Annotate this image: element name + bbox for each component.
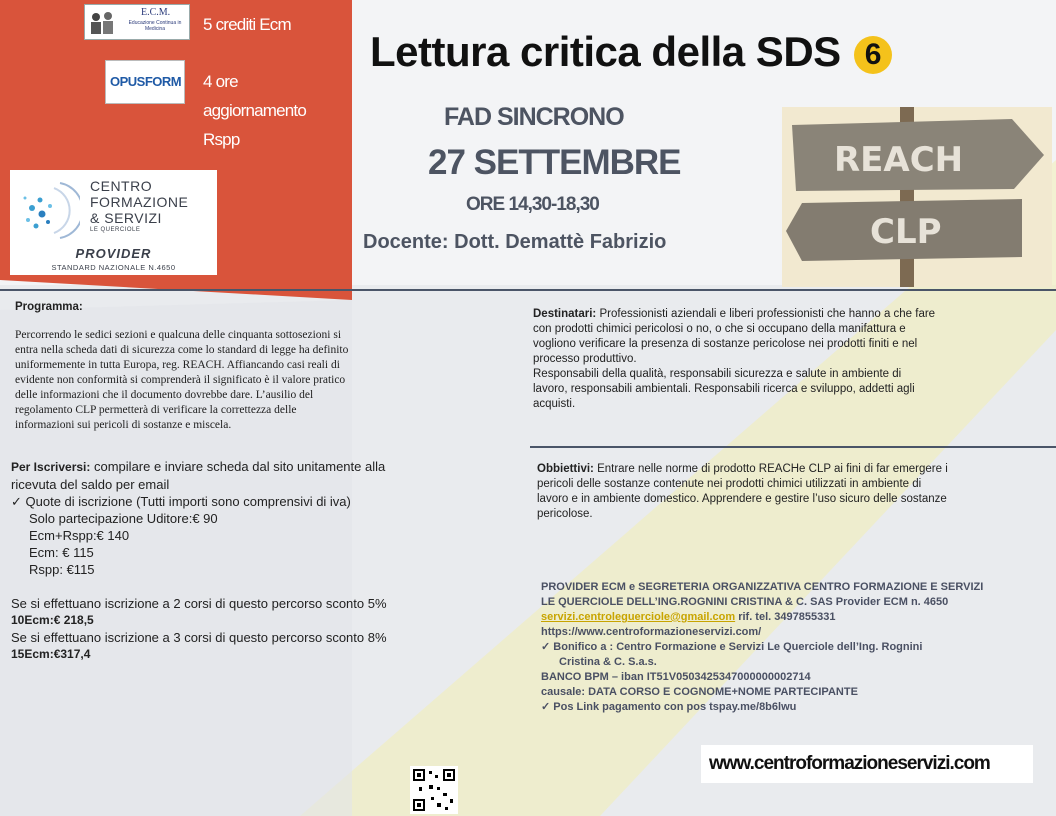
divider-top <box>0 289 1056 291</box>
provider-label: PROVIDER <box>75 246 152 261</box>
provider-standard: STANDARD NAZIONALE N.4650 <box>51 263 176 272</box>
obiettivi-block <box>537 462 1053 522</box>
centro-line1: CENTRO <box>90 178 153 194</box>
destinatari-line: lavoro, responsabili ambientali. Responsabili ricerca e sviluppo, addetti agli <box>533 383 915 395</box>
centro-line2: FORMAZIONE <box>90 194 189 210</box>
destinatari-heading: Destinatari: <box>533 308 597 320</box>
price-item: Solo partecipazione Uditore:€ 90 <box>29 511 218 526</box>
check-icon: ✓ <box>541 701 554 713</box>
hours-line3: Rspp <box>203 130 240 149</box>
website-text: www.centroformazioneservizi.com <box>709 753 990 774</box>
programma-heading: Programma: <box>15 301 83 313</box>
centro-sub: LE QUERCIOLE <box>90 227 141 233</box>
destinatari-line: Professionisti aziendali e liberi professionisti che hanno a che fare <box>596 308 936 320</box>
check-icon: ✓ <box>11 494 26 509</box>
number-badge: 6 <box>854 36 892 74</box>
programma-line: Percorrendo le sedici sezioni e qualcuna delle cinquanta sottosezioni si <box>15 329 342 341</box>
opus-logo-text: OPUSFORM <box>110 74 182 89</box>
provider-block <box>541 580 1051 715</box>
destinatari-line: acquisti. <box>533 398 576 410</box>
page-title <box>370 28 892 76</box>
centro-line3: & SERVIZI <box>90 210 162 226</box>
qr-code-icon <box>410 766 458 814</box>
programma-line: delle informazioni che il documento dovrebbe dare. L’ausilio del <box>15 389 314 401</box>
dots-globe-icon <box>20 178 80 243</box>
obiettivi-line: Entrare nelle norme di prodotto REACHe CLP ai fini di far emergere i <box>593 463 948 475</box>
programma-line: uniformemente in tutta Europa, reg. REACH. Affiancando casi reali di <box>15 359 340 371</box>
programma-line: evidente non conformità si comprenderà il significato è il valore pratico <box>15 374 346 386</box>
iscrizione-block <box>11 458 491 663</box>
ecm-logo <box>84 4 190 40</box>
discount-3: Se si effettuano iscrizione a 3 corsi di questo percorso sconto 8% <box>11 630 387 645</box>
website-footer[interactable] <box>701 745 1033 783</box>
iscrizione-intro: compilare e inviare scheda dal sito unitamente alla <box>90 459 386 474</box>
programma-line: entra nella scheda dati di sicurezza come lo standard di legge ha definito <box>15 344 349 356</box>
quote-label: Quote di iscrizione (Tutti importi sono comprensivi di iva) <box>25 494 351 509</box>
provider-email-link[interactable]: servizi.centroleguerciole@gmail.com <box>541 611 736 623</box>
destinatari-line: con prodotti chimici pericolosi o no, o che si occupano della manifattura e <box>533 323 906 335</box>
reach-clp-sign-image <box>782 107 1052 287</box>
provider-line1: PROVIDER ECM e SEGRETERIA ORGANIZZATIVA CENTRO FORMAZIONE E SERVIZI <box>541 581 984 593</box>
ecm-logo-subtitle: Educazione Continua in Medicina <box>128 20 182 32</box>
programma-text <box>15 328 455 433</box>
programma-line: informazioni sui pericoli di sostanze e miscela. <box>15 419 232 431</box>
course-time: ORE 14,30-18,30 <box>466 194 599 215</box>
course-date: 27 SETTEMBRE <box>428 143 681 182</box>
credits-text: 5 crediti Ecm <box>203 15 291 34</box>
discount-2-price: 10Ecm:€ 218,5 <box>11 613 94 627</box>
bonifico-line1: Bonifico a : Centro Formazione e Servizi Le Querciole dell’Ing. Rognini <box>553 641 923 653</box>
provider-site[interactable]: https://www.centroformazioneservizi.com/ <box>541 626 762 638</box>
provider-line2: LE QUERCIOLE DELL’ING.ROGNINI CRISTINA & C. SAS Provider ECM n. 4650 <box>541 596 949 608</box>
pos-link[interactable]: Pos Link pagamento con pos tspay.me/8b6lwu <box>553 701 797 713</box>
causale-line: causale: DATA CORSO E COGNOME+NOME PARTECIPANTE <box>541 686 858 698</box>
title-text: Lettura critica della SDS <box>370 28 841 75</box>
obiettivi-line: pericoli delle sostanze contenute nei prodotti chimici utilizzati in ambiente di <box>537 478 922 490</box>
price-item: Rspp: €115 <box>29 562 95 577</box>
hours-line2: aggiornamento <box>203 101 307 120</box>
destinatari-block <box>533 307 1053 412</box>
obiettivi-line: pericolose. <box>537 508 593 520</box>
provider-phone: rif. tel. 3497855331 <box>735 611 836 623</box>
sign-clp-text: CLP <box>870 212 942 252</box>
centro-formazione-logo <box>10 170 217 275</box>
obiettivi-line: lavoro e in ambiente domestico. Apprendere e gestire l’uso sicuro delle sostanze <box>537 493 947 505</box>
price-item: Ecm: € 115 <box>29 545 94 560</box>
iscrizione-heading: Per Iscriversi: <box>11 460 91 474</box>
bonifico-line2: Cristina & C. S.a.s. <box>559 656 657 668</box>
divider-right <box>530 446 1056 448</box>
hours-line1: 4 ore <box>203 72 238 91</box>
sign-reach-text: REACH <box>834 140 964 180</box>
iban-line: BANCO BPM – iban IT51V0503425347000000002714 <box>541 671 811 683</box>
people-icon <box>88 7 118 37</box>
obiettivi-heading: Obbiettivi: <box>537 463 594 475</box>
fad-mode: FAD SINCRONO <box>444 103 624 131</box>
opus-form-logo <box>105 60 185 104</box>
check-icon: ✓ <box>541 641 554 653</box>
discount-3-price: 15Ecm:€317,4 <box>11 647 91 661</box>
destinatari-line: Responsabili della qualità, responsabili sicurezza e salute in ambiente di <box>533 368 902 380</box>
price-item: Ecm+Rspp:€ 140 <box>29 528 130 543</box>
iscrizione-intro-line2: ricevuta del saldo per email <box>11 477 170 492</box>
programma-line: regolamento CLP permetterà di verificare la correttezza delle <box>15 404 297 416</box>
discount-2: Se si effettuano iscrizione a 2 corsi di questo percorso sconto 5% <box>11 596 387 611</box>
teacher: Docente: Dott. Demattè Fabrizio <box>363 231 667 253</box>
destinatari-line: processo produttivo. <box>533 353 637 365</box>
ecm-logo-title: E.C.M. <box>141 7 171 18</box>
destinatari-line: vogliono verificare la presenza di sostanze pericolose nei prodotti finiti e nel <box>533 338 918 350</box>
